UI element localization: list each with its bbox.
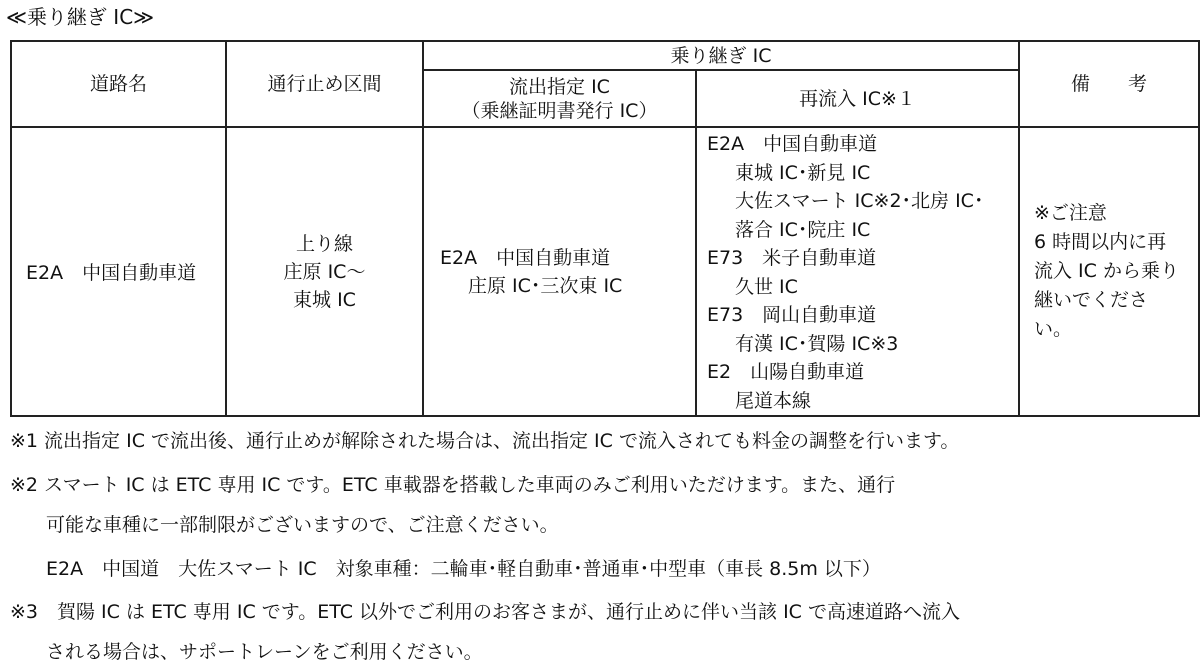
section-title: ≪乗り継ぎ IC≫ xyxy=(6,5,155,29)
exit-ics: 庄原 IC･三次東 IC xyxy=(468,274,623,297)
remarks-line: 流入 IC から乗り xyxy=(1034,260,1179,282)
closed-section-line: 東城 IC xyxy=(293,288,356,311)
reentry-ics: 久世 IC xyxy=(735,275,798,298)
footnote-2-cont: 可能な車種に一部制限がございますので、ご注意ください。 xyxy=(46,514,559,536)
cell-remarks xyxy=(1019,127,1199,416)
header-exit-ic-line2: （乗継証明書発行 IC） xyxy=(461,99,658,122)
header-road-name: 道路名 xyxy=(11,41,226,127)
reentry-road: E2 山陽自動車道 xyxy=(707,361,865,383)
reentry-ics: 尾道本線 xyxy=(735,389,812,412)
exit-road: E2A 中国自動車道 xyxy=(440,246,611,269)
reentry-ics: 大佐スマート IC※2･北房 IC･ xyxy=(735,190,984,212)
footnote-1: ※1 流出指定 IC で流出後、通行止めが解除された場合は、流出指定 IC で流入されても料金の調整を行います。 xyxy=(10,430,960,452)
footnote-2: ※2 スマート IC は ETC 専用 IC です。ETC 車載器を搭載した車両のみご利用いただけます。また、通行 xyxy=(10,474,896,496)
remarks-line: い。 xyxy=(1034,318,1073,340)
cell-road-name: E2A 中国自動車道 xyxy=(11,127,226,416)
remarks-line: ※ご注意 xyxy=(1034,202,1107,224)
footnote-3-cont: される場合は、サポートレーンをご利用ください。 xyxy=(46,641,483,663)
header-remarks: 備 考 xyxy=(1019,41,1199,127)
header-closed-section: 通行止め区間 xyxy=(226,41,423,127)
remarks-line: 6 時間以内に再 xyxy=(1034,231,1167,253)
header-reentry-ic: 再流入 IC※１ xyxy=(696,70,1019,127)
cell-reentry-ic xyxy=(696,127,1019,416)
reentry-ics: 落合 IC･院庄 IC xyxy=(735,218,871,241)
reentry-ics: 有漢 IC･賀陽 IC※3 xyxy=(735,332,899,355)
reentry-ics: 東城 IC･新見 IC xyxy=(735,161,871,184)
transfer-ic-table xyxy=(10,40,1200,417)
remarks-line: 継いでくださ xyxy=(1034,289,1149,311)
footnote-2-detail: E2A 中国道 大佐スマート IC 対象車種：二輪車･軽自動車･普通車･中型車（車長 8.5m 以下） xyxy=(46,558,881,580)
header-exit-ic-line1: 流出指定 IC xyxy=(509,75,610,98)
closed-section-line: 上り線 xyxy=(295,232,353,255)
footnote-3: ※3 賀陽 IC は ETC 専用 IC です。ETC 以外でご利用のお客さまが、通行止めに伴い当該 IC で高速道路へ流入 xyxy=(10,601,960,623)
header-transfer-ic: 乗り継ぎ IC xyxy=(423,41,1019,70)
reentry-road: E73 岡山自動車道 xyxy=(707,304,877,326)
cell-exit-ic xyxy=(423,127,696,416)
reentry-road: E73 米子自動車道 xyxy=(707,247,877,269)
cell-closed-section xyxy=(226,127,423,416)
closed-section-line: 庄原 IC～ xyxy=(283,260,366,283)
header-exit-ic xyxy=(423,70,696,127)
reentry-road: E2A 中国自動車道 xyxy=(707,133,878,155)
